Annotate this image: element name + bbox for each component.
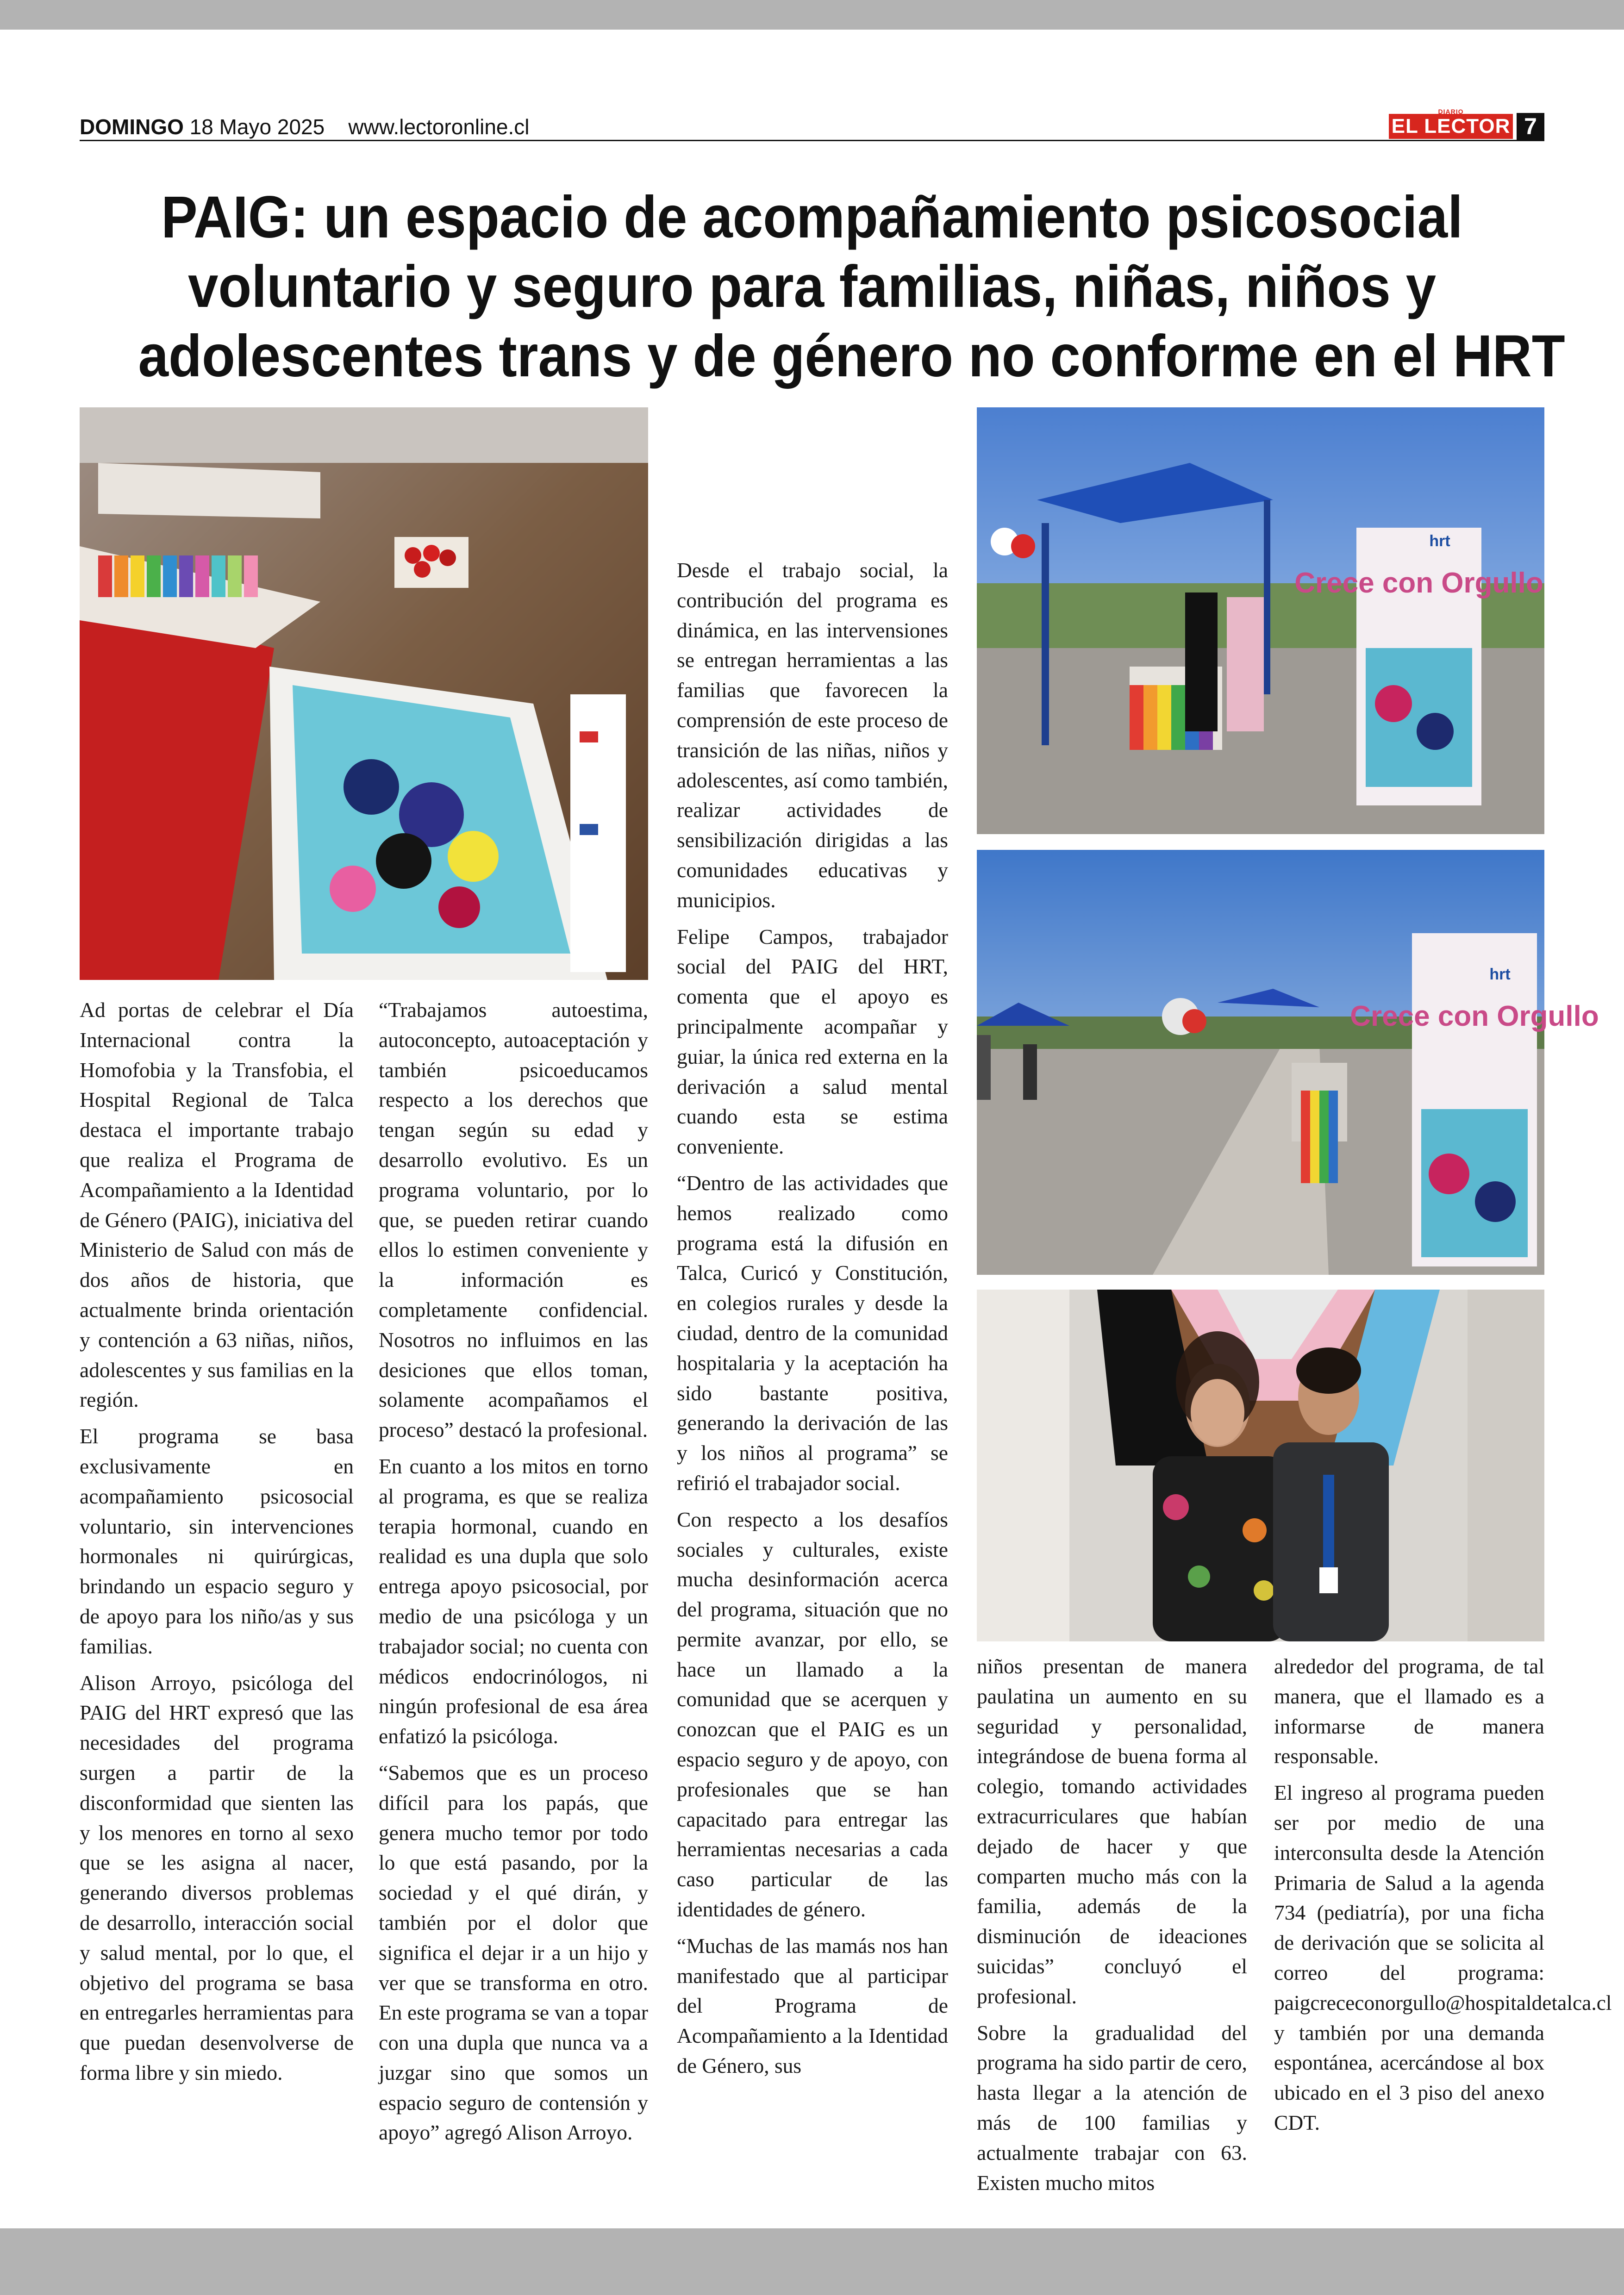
banner-text-2: Crece con Orgullo (1350, 1000, 1599, 1032)
newspaper-logo (1389, 108, 1513, 139)
photo-stand-tent (977, 407, 1544, 834)
article-column-1 (80, 995, 354, 2088)
paragraph: Alison Arroyo, psicóloga del PAIG del HRT expresó que las necesidades del programa surgen a partir de la disconformidad que sienten las y los menores en torno al sexo que se les asigna al nacer, generando diversos problemas de desarrollo, interacción social y salud mental, por lo que, el objetivo del programa se basa en entregarles herramientas para que puedan desenvolverse de forma libre y sin miedo. (80, 1671, 354, 2084)
paragraph: El ingreso al programa pueden ser por medio de una interconsulta desde la Atención Primaria de Salud a la agenda 734 (pediatría), por una ficha de derivación que se solicita al correo del programa: paigcrececonorgullo@hospitaldetalca.cl y también por una demanda espontánea, acercándose al box ubicado en el 3 piso del anexo CDT. (1274, 1781, 1612, 2134)
banner-logo-1: hrt (1429, 532, 1450, 550)
paragraph: El programa se basa exclusivamente en acompañamiento psicosocial voluntario, sin intervenciones hormonales ni quirúrgicas, brindando un espacio seguro y de apoyo para los niño/as y sus familias. (80, 1424, 354, 1658)
headline-line-2: voluntario y seguro para familias, niñas, niños y (187, 254, 1437, 320)
paragraph: Felipe Campos, trabajador social del PAIG del HRT, comenta que el apoyo es principalmente acompañar y guiar, la única red externa en la derivación a salud mental cuando esta se estima conveniente. (677, 924, 948, 1159)
article-column-5 (1274, 1652, 1612, 2138)
paragraph: En cuanto a los mitos en torno al programa, es que se realiza terapia hormonal, cuando en realidad es una dupla que solo entrega apoyo psicosocial, por medio de una psicóloga y un trabajador social; no cuenta con médicos endocrinólogos, ni ningún profesional de esa área enfatizó la psicóloga. (379, 1454, 648, 1748)
article-column-2 (379, 995, 648, 2148)
photo-park-stands (977, 850, 1599, 1275)
paragraph: “Muchas de las mamás nos han manifestado que al participar del Programa de Acompañamiento a la Identidad de Género, sus (677, 1933, 948, 2078)
paragraph: “Dentro de las actividades que hemos realizado como programa está la difusión en Talca, Curicó y Constitución, en colegios rurales y desde la ciudad, dentro de la comunidad hospitalaria y la aceptación ha sido bastante positiva, generando la derivación de las y los niños al programa” se refirió el trabajador social. (677, 1171, 948, 1495)
banner-logo-2: hrt (1489, 966, 1511, 983)
logo-text: EL LECTOR (1391, 115, 1511, 137)
paragraph: “Sabemos que es un proceso difícil para los papás, que genera mucho temor por todo lo que está pasando, por la sociedad y el qué dirán, y también por el dolor que significa el dejar ir a un hijo y ver que se transforma en otro. En este programa se van a topar con una dupla que nunca va a juzgar sino que somos un espacio seguro de contensión y apoyo” agregó Alison Arroyo. (379, 1760, 648, 2145)
headline (138, 183, 1565, 391)
article-column-4 (977, 1652, 1247, 2198)
paragraph: niños presentan de manera paulatina un aumento en su seguridad y personalidad, integrándose de buena forma al colegio, tomando actividades extracurriculares que habían dejado de hacer y que comparten mucho más con la familia, además de la disminución de ideaciones suicidas” concluyó el profesional. (977, 1654, 1247, 2008)
paragraph: Ad portas de celebrar el Día Internacional contra la Homofobia y la Transfobia, el Hospital Regional de Talca destaca el importante trabajo que realiza el Programa de Acompañamiento a la Identidad de Género (PAIG), iniciativa del Ministerio de Salud con más de dos años de historia, que actualmente brinda orientación y contención a 63 niñas, niños, adolescentes y sus familias en la región. (80, 998, 354, 1412)
headline-line-1: PAIG: un espacio de acompañamiento psicosocial (161, 184, 1463, 250)
header-date: 18 Mayo 2025 (189, 115, 325, 139)
header-website[interactable]: www.lectoronline.cl (348, 115, 530, 139)
page-header (80, 113, 530, 141)
photo-professionals (977, 1290, 1544, 1641)
photo-brochures-table (80, 407, 648, 980)
article-column-3 (677, 555, 948, 2081)
headline-line-3: adolescentes trans y de género no conforme en el HRT (138, 323, 1565, 389)
paragraph: Desde el trabajo social, la contribución del programa es dinámica, en las intervensiones se entregan herramientas a las familias que favorecen la comprensión de este proceso de transición de las niñas, niños y adolescentes, así como también, realizar actividades de sensibilización dirigidas a las comunidades educativas y municipios. (677, 558, 948, 912)
logo-tag: DIARIO (1438, 108, 1464, 115)
paragraph: “Trabajamos autoestima, autoconcepto, autoaceptación y también psicoeducamos respecto a los derechos que tengan según su edad y desarrollo evolutivo. Es un programa voluntario, por lo que, se pueden retirar cuando ellos lo estimen conveniente y la información es completamente confidencial. Nosotros no influimos en las desiciones que ellos toman, solamente acompañamos el proceso” destacó la profesional. (379, 998, 648, 1442)
page-number: 7 (1517, 113, 1544, 140)
header-day: DOMINGO (80, 115, 184, 139)
banner-text-1: Crece con Orgullo (1294, 567, 1543, 599)
header-rule (80, 140, 1544, 141)
paragraph: alrededor del programa, de tal manera, que el llamado es a informarse de manera responsable. (1274, 1654, 1544, 1768)
paragraph: Con respecto a los desafíos sociales y culturales, existe mucha desinformación acerca del programa, situación que no permite avanzar, por ello, se hace un llamado a la comunidad que se acerquen y conozcan que el PAIG es un espacio seguro y de apoyo, con profesionales que se han capacitado para entregar las herramientas necesarias a cada caso particular de las identidades de género. (677, 1507, 948, 1921)
paragraph: Sobre la gradualidad del programa ha sido partir de cero, hasta llegar a la atención de más de 100 familias y actualmente trabajar con 63. Existen mucho mitos (977, 2021, 1247, 2195)
